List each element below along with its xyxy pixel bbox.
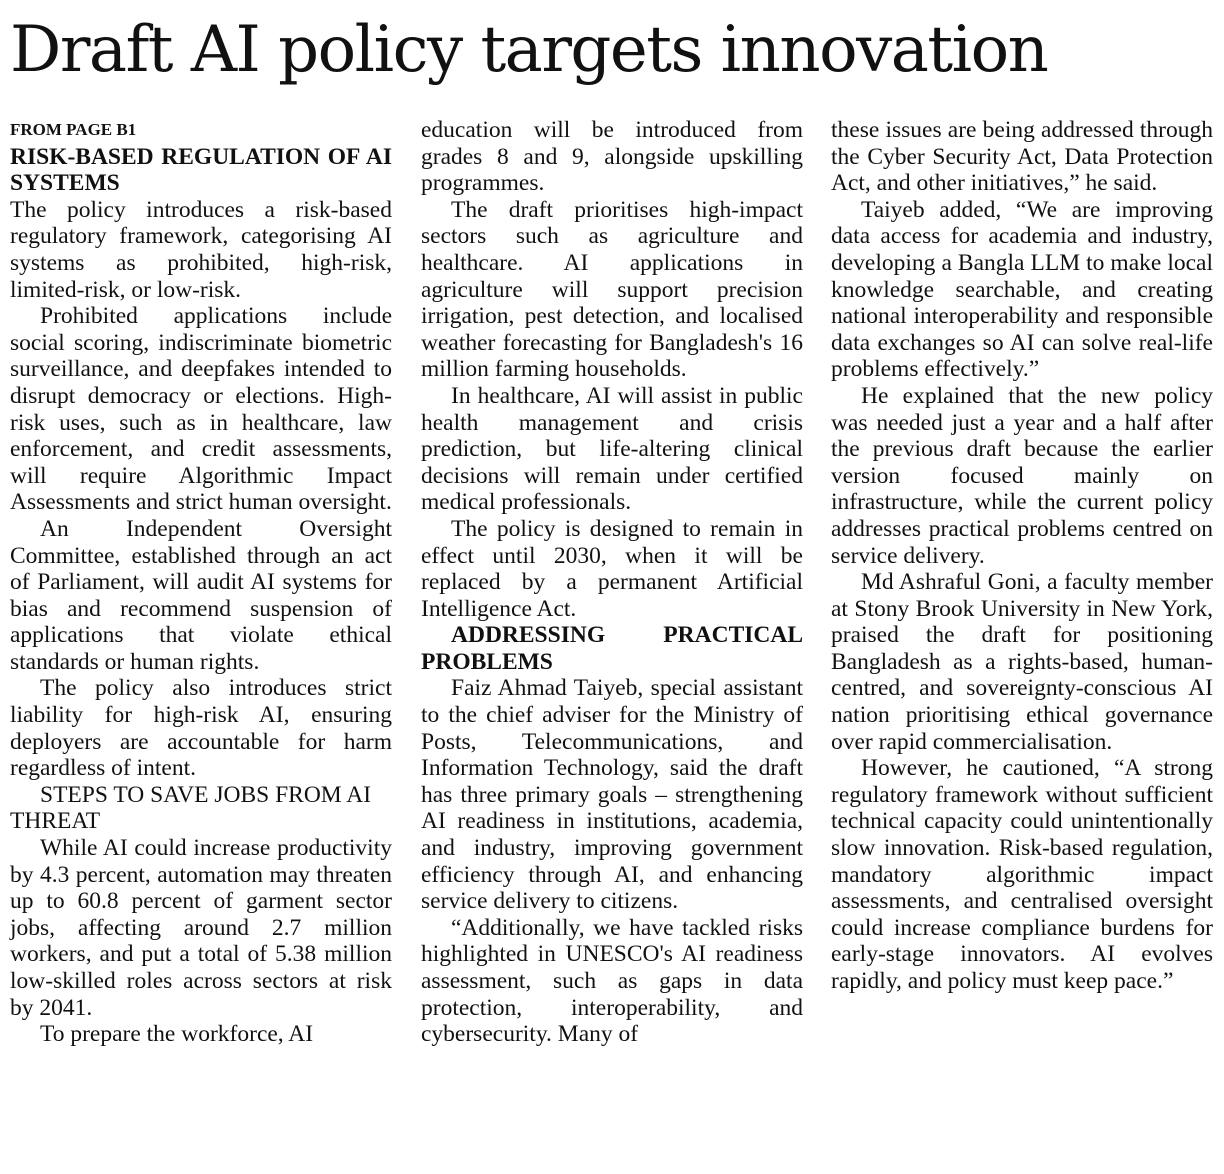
paragraph: Md Ashraful Goni, a faculty member at Stony Brook University in New York, praised the draft for positioning Bangladesh as a rights-based, human-centred, and sovereignty-conscious AI nation prioritising ethical governance over rapid commercialisation. bbox=[831, 569, 1213, 755]
paragraph: However, he cautioned, “A strong regulatory framework without sufficient technical capacity could unintentionally slow innovation. Risk-based regulation, mandatory algorithmic impact assessments, and centralised oversight could increase compliance burdens for early-stage innovators. AI evolves rapidly, and policy must keep pace.” bbox=[831, 755, 1213, 994]
column-3 bbox=[831, 117, 1213, 995]
section-heading-jobs: STEPS TO SAVE JOBS FROM AI THREAT bbox=[10, 781, 372, 835]
paragraph: The draft prioritises high-impact sectors such as agriculture and healthcare. AI applications in agriculture will support precision irrigation, pest detection, and localised weather forecasting for Bangladesh's 16 million farming households. bbox=[421, 196, 803, 383]
continued-from-label: FROM PAGE B1 bbox=[10, 120, 137, 139]
paragraph: Prohibited applications include social scoring, indiscriminate biometric surveillance, and deepfakes intended to disrupt democracy or elections. High-risk uses, such as in healthcare, law enforcement, and credit assessments, will require Algorithmic Impact Assessments and strict human oversight. bbox=[10, 303, 392, 516]
headline: Draft AI policy targets innovation bbox=[10, 13, 1048, 87]
section-heading-risk-based: RISK-BASED REGULATION OF AI SYSTEMS bbox=[10, 143, 392, 197]
paragraph: “Additionally, we have tackled risks highlighted in UNESCO's AI readiness assessment, such as gaps in data protection, interoperability, and cybersecurity. Many of bbox=[421, 914, 803, 1048]
paragraph: The policy is designed to remain in effect until 2030, when it will be replaced by a permanent Artificial Intelligence Act. bbox=[421, 515, 803, 622]
paragraph: In healthcare, AI will assist in public health management and crisis prediction, but life-altering clinical decisions will remain under certified medical professionals. bbox=[421, 382, 803, 516]
paragraph: To prepare the workforce, AI bbox=[40, 1021, 314, 1048]
column-1 bbox=[10, 117, 392, 1048]
paragraph: The policy also introduces strict liability for high-risk AI, ensuring deployers are accountable for harm regardless of intent. bbox=[10, 675, 392, 782]
paragraph: these issues are being addressed through the Cyber Security Act, Data Protection Act, and other initiatives,” he said. bbox=[831, 117, 1213, 197]
column-2 bbox=[421, 117, 803, 1048]
paragraph: Taiyeb added, “We are improving data access for academia and industry, developing a Bangla LLM to make local knowledge searchable, and creating national interoperability and responsible data exchanges so AI can solve real-life problems effectively.” bbox=[831, 196, 1213, 383]
paragraph: education will be introduced from grades 8 and 9, alongside upskilling programmes. bbox=[421, 117, 803, 197]
paragraph: An Independent Oversight Committee, established through an act of Parliament, will audit AI systems for bias and recommend suspension of applications that violate ethical standards or human rights. bbox=[10, 515, 392, 675]
paragraph: He explained that the new policy was needed just a year and a half after the previous draft because the earlier version focused mainly on infrastructure, while the current policy addresses practical problems centred on service delivery. bbox=[831, 382, 1213, 569]
section-heading-practical-problems: ADDRESSING PRACTICAL PROBLEMS bbox=[421, 622, 803, 675]
paragraph: Faiz Ahmad Taiyeb, special assistant to the chief adviser for the Ministry of Posts, Telecommunications, and Information Technology, said the draft has three primary goals – strengthening AI readiness in institutions, academia, and industry, improving government efficiency through AI, and enhancing service delivery to citizens. bbox=[421, 675, 803, 915]
paragraph: The policy introduces a risk-based regulatory framework, categorising AI systems as prohibited, high-risk, limited-risk, or low-risk. bbox=[10, 196, 392, 303]
paragraph: While AI could increase productivity by 4.3 percent, automation may threaten up to 60.8 percent of garment sector jobs, affecting around 2.7 million workers, and put a total of 5.38 million low-skilled roles across sectors at risk by 2041. bbox=[10, 835, 392, 1021]
